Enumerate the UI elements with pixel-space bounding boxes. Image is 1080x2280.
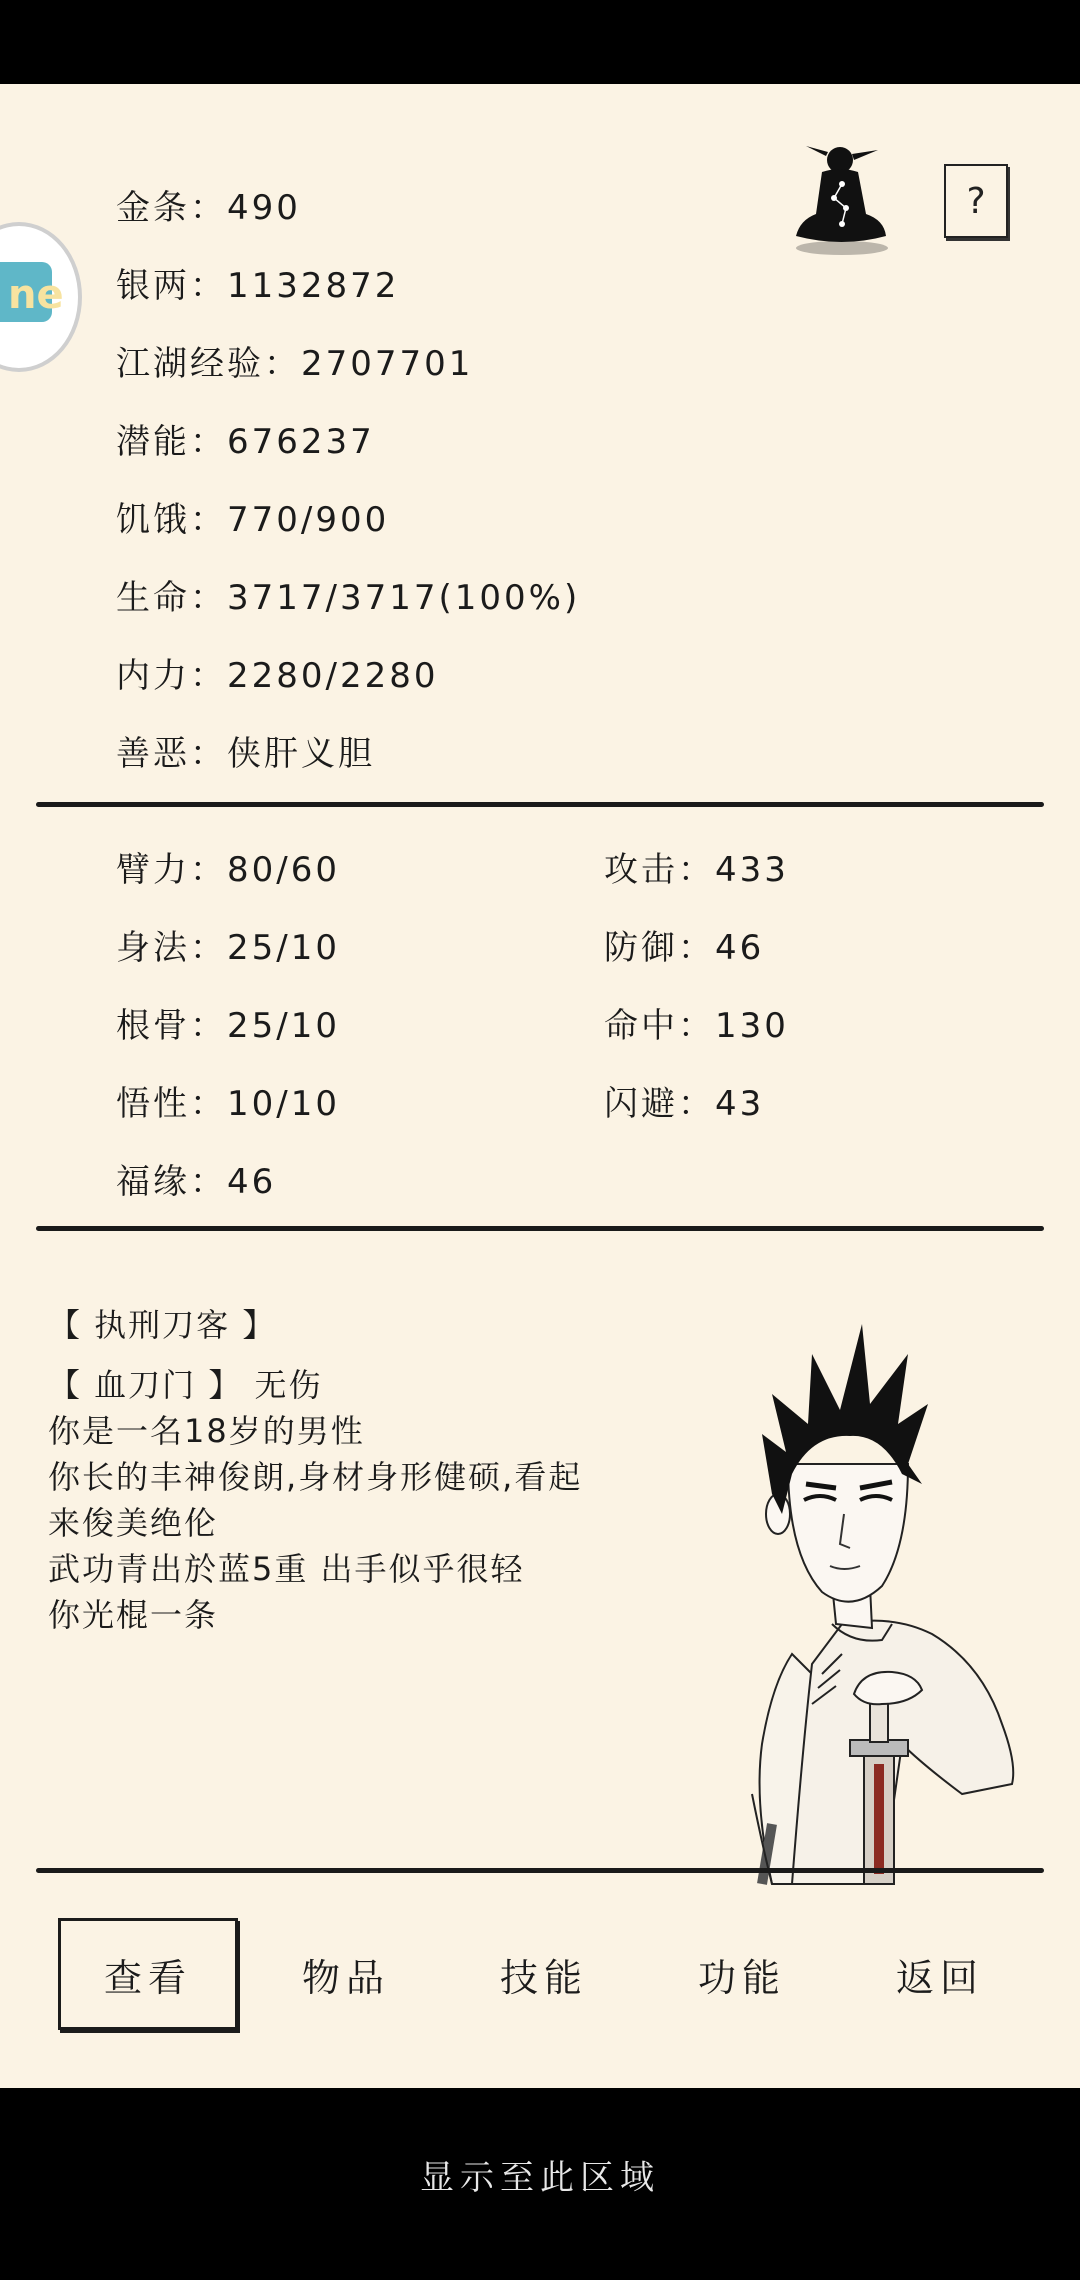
character-title: 【 执刑刀客 】 bbox=[48, 1306, 277, 1344]
stat-gold-bars: 金条：490 bbox=[116, 188, 301, 228]
stat-potential: 潜能：676237 bbox=[116, 422, 375, 462]
divider-bottom bbox=[36, 1868, 1044, 1873]
meditation-figure-icon[interactable] bbox=[786, 136, 896, 256]
bio-line: 你光棍一条 bbox=[48, 1596, 219, 1634]
stat-silver: 银两：1132872 bbox=[116, 266, 400, 306]
attr-agility: 身法：25/10 bbox=[116, 928, 340, 968]
app-bubble-icon bbox=[0, 226, 78, 368]
stat-inner-force: 内力：2280/2280 bbox=[116, 656, 439, 696]
bio-line: 来俊美绝伦 bbox=[48, 1504, 219, 1542]
tab-return[interactable]: 返回 bbox=[895, 1955, 984, 2000]
attr-constitution: 根骨：25/10 bbox=[116, 1006, 340, 1046]
stat-jianghu-exp: 江湖经验：2707701 bbox=[116, 344, 474, 384]
tab-items[interactable]: 物品 bbox=[301, 1955, 390, 2000]
display-area-hint: 显示至此区域 bbox=[420, 2158, 660, 2198]
character-portrait bbox=[732, 1324, 1022, 1894]
bio-line: 武功青出於蓝5重 出手似乎很轻 bbox=[48, 1550, 525, 1588]
game-panel bbox=[0, 84, 1080, 2088]
tab-skills[interactable]: 技能 bbox=[499, 1955, 588, 2000]
svg-text:ne: ne bbox=[8, 272, 64, 318]
attr-comprehension: 悟性：10/10 bbox=[116, 1084, 340, 1124]
attr-evasion: 闪避：43 bbox=[604, 1084, 765, 1124]
attr-defense: 防御：46 bbox=[604, 928, 765, 968]
tab-view[interactable]: 查看 bbox=[58, 1918, 238, 2030]
help-button[interactable]: ? bbox=[944, 164, 1008, 238]
tab-functions[interactable]: 功能 bbox=[697, 1955, 786, 2000]
divider-top bbox=[36, 802, 1044, 807]
bio-line: 你长的丰神俊朗,身材身形健硕,看起 bbox=[48, 1458, 583, 1496]
stat-morality: 善恶：侠肝义胆 bbox=[116, 734, 375, 774]
floating-app-bubble[interactable] bbox=[0, 222, 82, 372]
divider-middle bbox=[36, 1226, 1044, 1231]
stat-life: 生命：3717/3717(100%) bbox=[116, 578, 581, 618]
attr-strength: 臂力：80/60 bbox=[116, 850, 340, 890]
character-sect: 【 血刀门 】 无伤 bbox=[48, 1366, 323, 1404]
attr-luck: 福缘：46 bbox=[116, 1162, 277, 1202]
stat-hunger: 饥饿：770/900 bbox=[116, 500, 390, 540]
attr-attack: 攻击：433 bbox=[604, 850, 789, 890]
bio-line: 你是一名18岁的男性 bbox=[48, 1412, 365, 1450]
attr-accuracy: 命中：130 bbox=[604, 1006, 789, 1046]
